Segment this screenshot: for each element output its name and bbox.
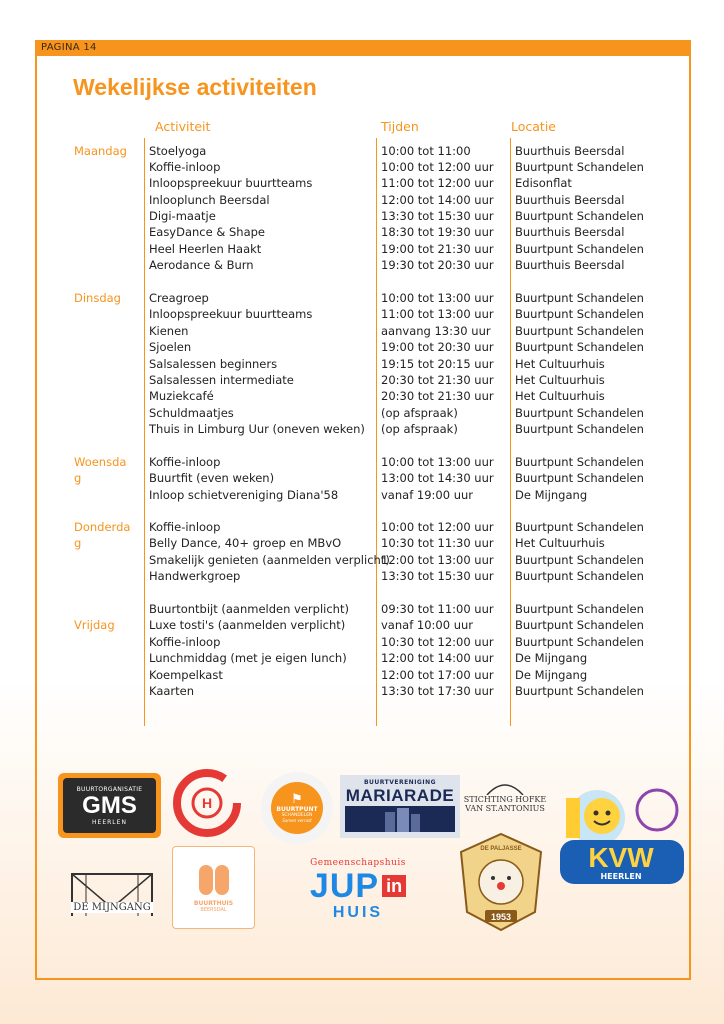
activity-cell: Koempelkast bbox=[149, 667, 223, 682]
time-cell: 19:15 tot 20:15 uur bbox=[381, 356, 494, 371]
activity-cell: Creagroep bbox=[149, 291, 209, 305]
jup-top: Gemeenschapshuis bbox=[310, 858, 406, 868]
location-cell: Buurtpunt Schandelen bbox=[515, 520, 644, 534]
time-cell: 13:30 tot 15:30 uur bbox=[381, 209, 494, 224]
column-header-location: Locatie bbox=[511, 119, 556, 134]
location-cell: Het Cultuurhuis bbox=[515, 372, 605, 387]
cultuurhuis-letter: H bbox=[201, 795, 213, 811]
time-cell: 10:30 tot 12:00 uur bbox=[381, 634, 494, 649]
location-cell: Buurtpunt Schandelen bbox=[515, 569, 644, 584]
activity-cell: Inloopspreekuur buurtteams bbox=[149, 176, 313, 191]
activity-cell: Koffie-inloop bbox=[149, 455, 221, 469]
activity-cell: Handwerkgroep bbox=[149, 569, 241, 584]
jup-logo bbox=[270, 850, 446, 930]
clown-badge-icon bbox=[455, 830, 547, 934]
buurtpunt-logo bbox=[261, 772, 333, 844]
day-label: Dinsdag bbox=[74, 291, 121, 305]
time-cell: aanvang 13:30 uur bbox=[381, 323, 491, 338]
time-cell: 20:30 tot 21:30 uur bbox=[381, 389, 494, 404]
mariarade-top: BUURTVERENIGING bbox=[363, 779, 437, 786]
location-cell: Het Cultuurhuis bbox=[515, 389, 605, 404]
mijngang-logo bbox=[58, 852, 166, 928]
hofke-logo bbox=[463, 772, 547, 822]
time-cell: 19:00 tot 20:30 uur bbox=[381, 340, 494, 355]
location-cell: De Mijngang bbox=[515, 487, 588, 502]
activity-cell: Schuldmaatjes bbox=[149, 405, 234, 420]
location-cell: Buurthuis Beersdal bbox=[515, 143, 625, 158]
gms-logo-main: GMS bbox=[82, 791, 137, 819]
column-divider bbox=[376, 138, 377, 726]
location-cell: Edisonflat bbox=[515, 176, 572, 191]
time-cell: 12:00 tot 13:00 uur bbox=[381, 552, 494, 567]
time-cell: 11:00 tot 13:00 uur bbox=[381, 307, 494, 322]
hofke-arch-icon bbox=[485, 781, 525, 795]
beersdal-bb-icon bbox=[197, 863, 231, 897]
gms-logo bbox=[58, 773, 161, 838]
time-cell: vanaf 19:00 uur bbox=[381, 487, 473, 502]
time-cell: 11:00 tot 12:00 uur bbox=[381, 176, 494, 191]
beersdal-line1: BUURTHUIS bbox=[193, 899, 234, 907]
time-cell: 18:30 tot 19:30 uur bbox=[381, 225, 494, 240]
buurtpunt-tagline: Samen verrast bbox=[282, 818, 312, 823]
time-cell: 13:30 tot 15:30 uur bbox=[381, 569, 494, 584]
location-cell: De Mijngang bbox=[515, 667, 588, 682]
location-cell: De Mijngang bbox=[515, 651, 588, 666]
activity-cell: Koffie-inloop bbox=[149, 159, 221, 174]
location-cell: Buurtpunt Schandelen bbox=[515, 323, 644, 338]
location-cell: Buurtpunt Schandelen bbox=[515, 552, 644, 567]
mariarade-logo bbox=[340, 775, 460, 838]
day-label: Vrijdag bbox=[74, 618, 115, 633]
time-cell: 12:00 tot 14:00 uur bbox=[381, 651, 494, 666]
activity-cell: Aerodance & Burn bbox=[149, 258, 254, 273]
activity-cell: Inloopspreekuur buurtteams bbox=[149, 307, 313, 322]
time-cell: 10:30 tot 11:30 uur bbox=[381, 536, 494, 551]
paljasse-badge-logo bbox=[455, 830, 547, 934]
activity-cell: Koffie-inloop bbox=[149, 634, 221, 649]
beersdal-line2: BEERSDAL bbox=[200, 906, 227, 913]
location-cell: Buurtpunt Schandelen bbox=[515, 159, 644, 174]
mijngang-text: DE MIJNGANG bbox=[73, 901, 151, 913]
location-cell: Buurtpunt Schandelen bbox=[515, 422, 644, 437]
cultuurhuis-logo bbox=[172, 768, 242, 838]
activity-cell: Smakelijk genieten (aanmelden verplicht) bbox=[149, 552, 390, 567]
jup-bottom: HUIS bbox=[332, 904, 384, 921]
time-cell: 10:00 tot 12:00 uur bbox=[381, 520, 494, 534]
page-number-bar: PAGINA 14 bbox=[35, 40, 691, 56]
mariarade-main: MARIARADE bbox=[345, 786, 455, 805]
time-cell: 10:00 tot 12:00 uur bbox=[381, 159, 494, 174]
time-cell: 19:00 tot 21:30 uur bbox=[381, 241, 494, 256]
badge-text: DE PALJASSE bbox=[480, 846, 522, 852]
time-cell: 12:00 tot 14:00 uur bbox=[381, 192, 494, 207]
time-cell: 09:30 tot 11:00 uur bbox=[381, 602, 494, 616]
location-cell: Buurtpunt Schandelen bbox=[515, 241, 644, 256]
kvw-logo-sub: HEERLEN bbox=[600, 872, 642, 881]
time-cell: 13:30 tot 17:30 uur bbox=[381, 683, 494, 698]
gms-logo-bottom: HEERLEN bbox=[92, 818, 127, 826]
location-cell: Buurthuis Beersdal bbox=[515, 225, 625, 240]
beersdal-logo bbox=[172, 846, 255, 929]
location-cell: Buurtpunt Schandelen bbox=[515, 405, 644, 420]
location-cell: Buurtpunt Schandelen bbox=[515, 291, 644, 305]
buurtpunt-name: BUURTPUNT bbox=[276, 806, 318, 813]
time-cell: vanaf 10:00 uur bbox=[381, 618, 473, 633]
activity-cell: Lunchmiddag (met je eigen lunch) bbox=[149, 651, 347, 666]
time-cell: 10:00 tot 13:00 uur bbox=[381, 291, 494, 305]
mariarade-skyline-icon bbox=[345, 806, 455, 832]
kvw-logo bbox=[552, 778, 690, 898]
buurtpunt-sub: SCHANDELEN bbox=[281, 813, 313, 818]
column-divider bbox=[144, 138, 145, 726]
location-cell: Het Cultuurhuis bbox=[515, 356, 605, 371]
activity-cell: Buurtfit (even weken) bbox=[149, 471, 275, 486]
hofke-line1: STICHTING HOFKE bbox=[463, 795, 547, 804]
location-cell: Buurthuis Beersdal bbox=[515, 258, 625, 273]
location-cell: Buurtpunt Schandelen bbox=[515, 618, 644, 633]
time-cell: 10:00 tot 13:00 uur bbox=[381, 455, 494, 469]
location-cell: Buurtpunt Schandelen bbox=[515, 683, 644, 698]
location-cell: Buurtpunt Schandelen bbox=[515, 602, 644, 616]
location-cell: Buurtpunt Schandelen bbox=[515, 340, 644, 355]
time-cell: 10:00 tot 11:00 bbox=[381, 143, 471, 158]
location-cell: Buurtpunt Schandelen bbox=[515, 307, 644, 322]
activity-cell: Buurtontbijt (aanmelden verplicht) bbox=[149, 602, 349, 616]
activity-cell: Inloop schietvereniging Diana'58 bbox=[149, 487, 339, 502]
activity-cell: Sjoelen bbox=[149, 340, 192, 355]
activity-cell: Kaarten bbox=[149, 683, 195, 698]
activity-cell: Digi-maatje bbox=[149, 209, 216, 224]
activity-cell: Kienen bbox=[149, 323, 189, 338]
column-header-time: Tijden bbox=[381, 119, 419, 134]
jup-main: JUP bbox=[309, 867, 380, 905]
activity-cell: Salsalessen beginners bbox=[149, 356, 278, 371]
location-cell: Buurthuis Beersdal bbox=[515, 192, 625, 207]
buurtpunt-people-icon: ⚑ bbox=[291, 792, 303, 807]
jup-in-badge: in bbox=[382, 875, 406, 897]
activity-cell: Inlooplunch Beersdal bbox=[149, 192, 270, 207]
day-label: Woensdag bbox=[74, 455, 127, 486]
badge-year: 1953 bbox=[490, 912, 512, 922]
time-cell: 19:30 tot 20:30 uur bbox=[381, 258, 494, 273]
location-cell: Buurtpunt Schandelen bbox=[515, 471, 644, 486]
activity-cell: Belly Dance, 40+ groep en MBvO bbox=[149, 536, 342, 551]
page-title: Wekelijkse activiteiten bbox=[73, 74, 317, 100]
time-cell: (op afspraak) bbox=[381, 405, 458, 420]
activity-cell: Stoelyoga bbox=[149, 143, 207, 158]
activity-cell: Salsalessen intermediate bbox=[149, 372, 294, 387]
day-label: Maandag bbox=[74, 143, 127, 158]
activity-cell: Heel Heerlen Haakt bbox=[149, 241, 262, 256]
time-cell: 13:00 tot 14:30 uur bbox=[381, 471, 494, 486]
location-cell: Buurtpunt Schandelen bbox=[515, 634, 644, 649]
cultuurhuis-ring-icon bbox=[172, 768, 242, 838]
activity-cell: Koffie-inloop bbox=[149, 520, 221, 534]
gms-logo-top: BUURTORGANISATIE bbox=[76, 785, 143, 793]
activity-cell: EasyDance & Shape bbox=[149, 225, 265, 240]
time-cell: (op afspraak) bbox=[381, 422, 458, 437]
time-cell: 20:30 tot 21:30 uur bbox=[381, 372, 494, 387]
kvw-logo-main: KVW bbox=[588, 842, 654, 873]
activity-cell: Muziekcafé bbox=[149, 389, 214, 404]
time-cell: 12:00 tot 17:00 uur bbox=[381, 667, 494, 682]
location-cell: Buurtpunt Schandelen bbox=[515, 455, 644, 469]
location-cell: Buurtpunt Schandelen bbox=[515, 209, 644, 224]
activity-cell: Thuis in Limburg Uur (oneven weken) bbox=[149, 422, 365, 437]
column-divider bbox=[510, 138, 511, 726]
location-cell: Het Cultuurhuis bbox=[515, 536, 605, 551]
activity-cell: Luxe tosti's (aanmelden verplicht) bbox=[149, 618, 346, 633]
day-label: Donderdag bbox=[74, 520, 131, 551]
hofke-line2: VAN ST.ANTONIUS bbox=[465, 804, 545, 813]
column-header-activity: Activiteit bbox=[155, 119, 211, 134]
